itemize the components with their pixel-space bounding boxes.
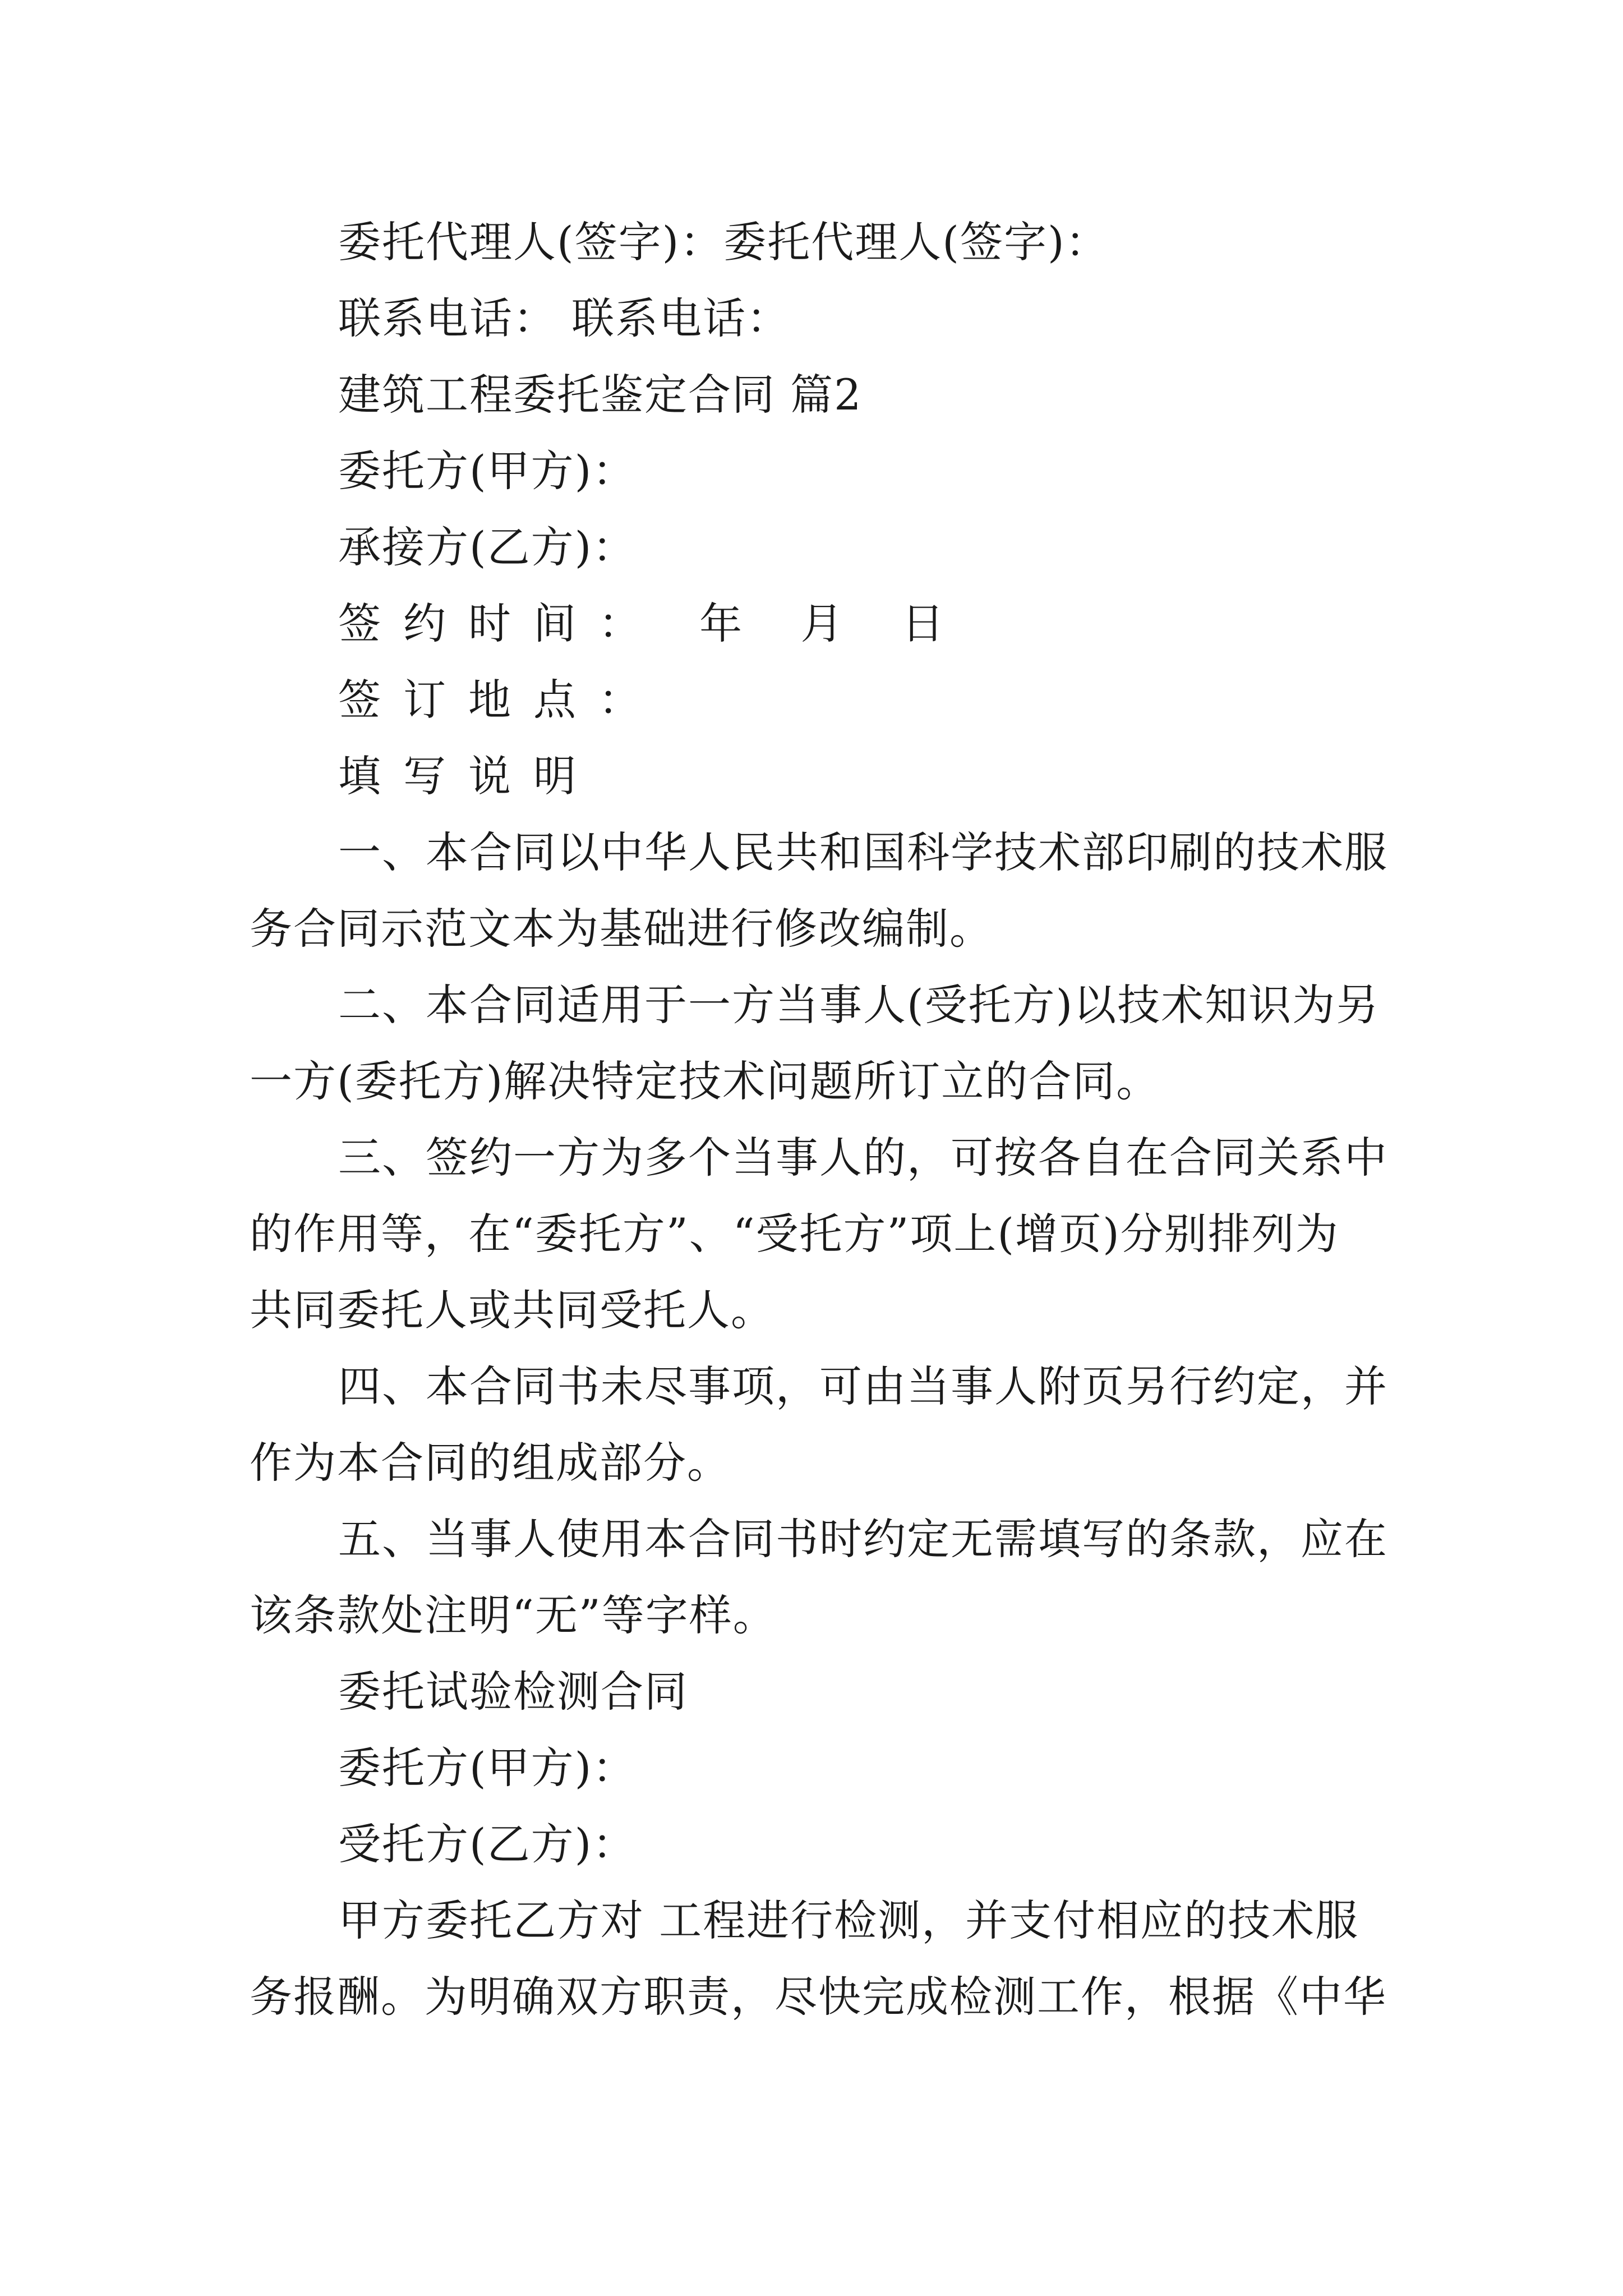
agent-signature-line: 委托代理人(签字)：委托代理人(签字)： (338, 217, 1109, 267)
instruction-2-line-2: 一方(委托方)解决特定技术问题所订立的合同。 (250, 1056, 1160, 1106)
instruction-3-line-1: 三、签约一方为多个当事人的，可按各自在合同关系中 (338, 1133, 1388, 1182)
testing-body-line-2: 务报酬。为明确双方职责，尽快完成检测工作，根据《中华 (250, 1972, 1387, 2022)
party-a-line: 委托方(甲方)： (338, 446, 637, 496)
instruction-5-line-1: 五、当事人使用本合同书时约定无需填写的条款，应在 (338, 1514, 1388, 1564)
signing-date-line: 签约时间： 年 月 日 (338, 599, 967, 648)
signing-place-line: 签订地点： (338, 675, 663, 725)
instruction-1-line-1: 一、本合同以中华人民共和国科学技术部印刷的技术服 (338, 827, 1388, 877)
contact-phone-line: 联系电话： 联系电话： (338, 293, 791, 343)
instruction-2-line-1: 二、本合同适用于一方当事人(受托方)以技术知识为另 (338, 980, 1380, 1030)
testing-party-b-line: 受托方(乙方)： (338, 1819, 637, 1869)
instruction-3-line-2: 的作用等，在“委托方”、“受托方”项上(增页)分别排列为 (250, 1209, 1339, 1259)
instructions-heading: 填写说明 (338, 751, 598, 801)
testing-body-line-1: 甲方委托乙方对 工程进行检测，并支付相应的技术服 (338, 1895, 1359, 1945)
instruction-4-line-1: 四、本合同书未尽事项，可由当事人附页另行约定，并 (338, 1361, 1388, 1411)
instruction-5-line-2: 该条款处注明“无”等字样。 (250, 1590, 777, 1640)
contract-title: 建筑工程委托鉴定合同 篇2 (338, 370, 863, 420)
instruction-3-line-3: 共同委托人或共同受托人。 (250, 1285, 774, 1335)
instruction-1-line-2: 务合同示范文本为基础进行修改编制。 (250, 904, 993, 954)
testing-contract-title: 委托试验检测合同 (338, 1667, 688, 1717)
testing-party-a-line: 委托方(甲方)： (338, 1743, 637, 1793)
party-b-line: 承接方(乙方)： (338, 522, 637, 572)
instruction-4-line-2: 作为本合同的组成部分。 (250, 1438, 731, 1488)
